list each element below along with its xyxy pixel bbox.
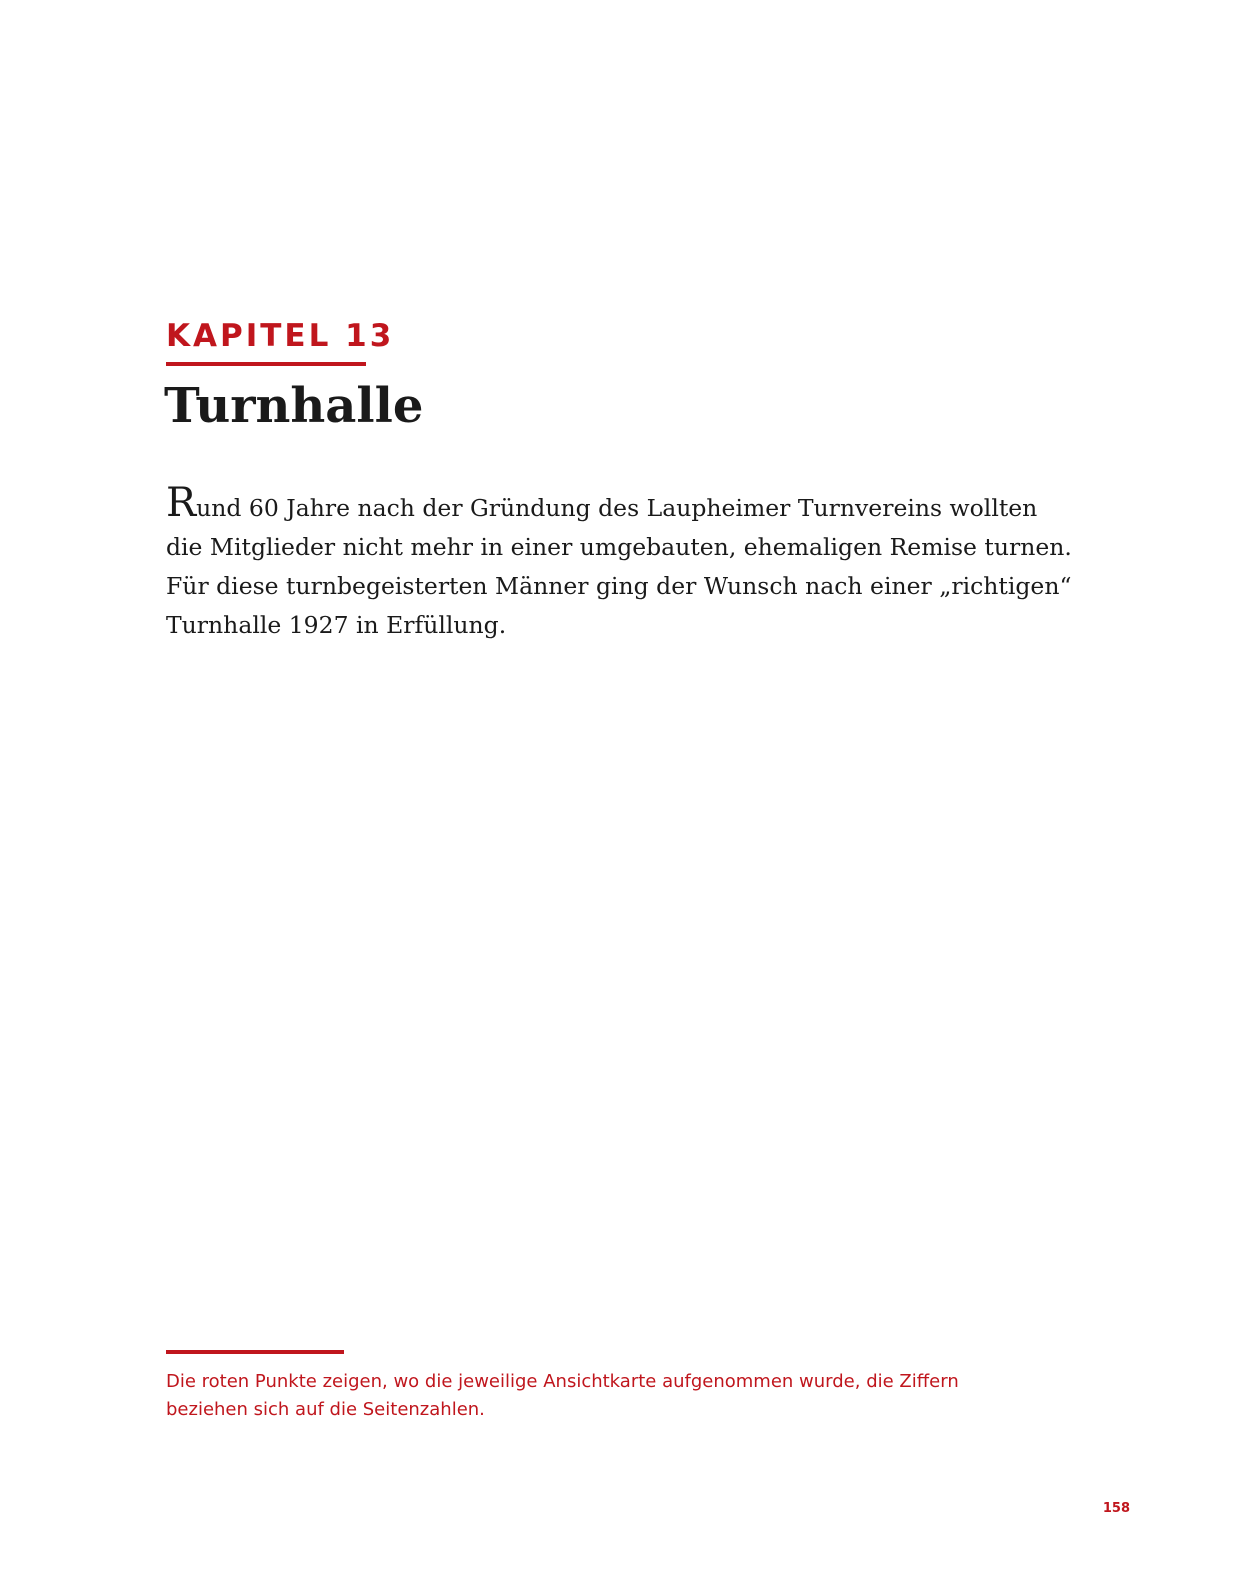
chapter-underline [166,362,366,366]
footnote [166,1368,1026,1424]
footnote-line-2: beziehen sich auf die Seitenzahlen. [166,1399,485,1420]
note-divider [166,1350,344,1354]
chapter-label: KAPITEL 13 [166,318,395,354]
drop-cap: R [166,480,197,526]
footnote-line-1: Die roten Punkte zeigen, wo die jeweilige Ansichtkarte aufgenommen wurde, die Ziffern [166,1371,959,1392]
intro-line-3: Für diese turnbegeisterten Männer ging der Wunsch nach einer „richtigen“ [166,572,1072,600]
chapter-title: Turnhalle [164,378,424,434]
page-number: 158 [1102,1501,1130,1516]
intro-line-4: Turnhalle 1927 in Erfüllung. [166,611,507,639]
intro-paragraph [166,480,1072,645]
intro-line-2: die Mitglieder nicht mehr in einer umgebauten, ehemaligen Remise turnen. [166,533,1072,561]
intro-line-1-text: und 60 Jahre nach der Gründung des Laupheimer Turnvereins wollten [196,494,1038,522]
intro-line-1 [166,480,1066,528]
